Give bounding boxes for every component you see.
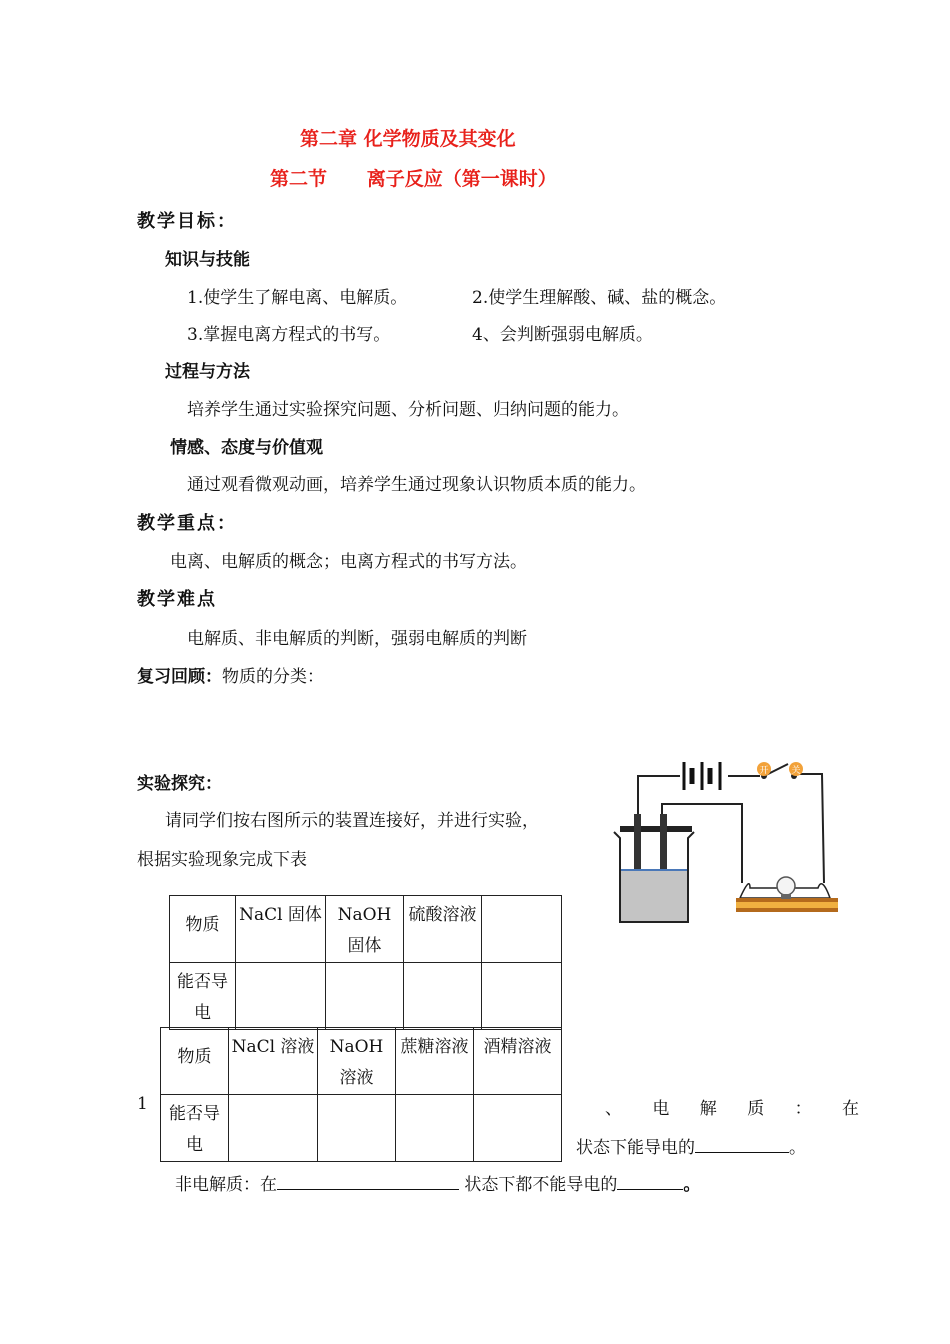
difficulties-heading: 教学难点 — [137, 589, 217, 610]
table1-header-cell — [482, 896, 562, 963]
emotion-text: 通过观看微观动画，培养学生通过现象认识物质本质的能力。 — [187, 475, 646, 495]
knowledge-item-2: 2.使学生理解酸、碱、盐的概念。 — [472, 288, 727, 308]
table2-header-label: 物质 — [161, 1028, 229, 1095]
table1-row-label: 能否导电 — [170, 963, 236, 1030]
nonelectrolyte-period: 。 — [683, 1175, 701, 1195]
process-text: 培养学生通过实验探究问题、分析问题、归纳问题的能力。 — [187, 400, 629, 420]
section-title: 第二节 离子反应（第一课时） — [270, 168, 557, 190]
table1-header-cell: NaOH 固体 — [326, 896, 404, 963]
table1-header-cell: NaCl 固体 — [236, 896, 326, 963]
table2-answer-cell[interactable] — [229, 1095, 318, 1162]
difficulties-text: 电解质、非电解质的判断，强弱电解质的判断 — [187, 629, 527, 649]
key-points-text: 电离、电解质的概念；电离方程式的书写方法。 — [170, 552, 527, 572]
battery-icon — [684, 762, 720, 790]
table2-header-cell: 酒精溶液 — [474, 1028, 562, 1095]
knowledge-item-1: 1.使学生了解电离、电解质。 — [187, 288, 408, 308]
switch-icon — [757, 762, 803, 779]
table1-answer-cell[interactable] — [236, 963, 326, 1030]
conductivity-table-2 — [160, 1027, 562, 1162]
table1-answer-cell[interactable] — [482, 963, 562, 1030]
emotion-heading: 情感、态度与价值观 — [170, 438, 323, 458]
table2-answer-cell[interactable] — [396, 1095, 474, 1162]
experiment-line-1: 请同学们按右图所示的装置连接好，并进行实验， — [165, 811, 539, 831]
table2-header-cell: NaCl 溶液 — [229, 1028, 318, 1095]
table1-answer-cell[interactable] — [404, 963, 482, 1030]
review-heading: 复习回顾： — [137, 667, 222, 687]
electrolyte-definition-head: 、 电 解 质 ： 在 — [605, 1099, 859, 1119]
nonelectrolyte-blank-2[interactable] — [617, 1173, 683, 1190]
key-points-heading: 教学重点： — [137, 513, 237, 534]
conductivity-table-1 — [169, 895, 562, 1030]
nonelectrolyte-text-a: 非电解质：在 — [175, 1175, 277, 1195]
nonelectrolyte-definition — [175, 1170, 700, 1195]
table1-header-label: 物质 — [170, 896, 236, 963]
table1-answer-cell[interactable] — [326, 963, 404, 1030]
electrolyte-period: 。 — [789, 1138, 806, 1158]
electrolyte-blank[interactable] — [695, 1136, 789, 1153]
table1-header-cell: 硫酸溶液 — [404, 896, 482, 963]
knowledge-item-3: 3.掌握电离方程式的书写。 — [187, 325, 391, 345]
chapter-title: 第二章 化学物质及其变化 — [300, 128, 516, 150]
process-heading: 过程与方法 — [165, 362, 250, 382]
switch-label-2: 关 — [791, 766, 801, 776]
nonelectrolyte-text-b: 状态下都不能导电的 — [464, 1175, 618, 1195]
knowledge-item-4: 4、会判断强弱电解质。 — [472, 325, 653, 345]
table2-answer-cell[interactable] — [474, 1095, 562, 1162]
table2-header-cell: 蔗糖溶液 — [396, 1028, 474, 1095]
electrolyte-tail-text: 状态下能导电的 — [576, 1138, 695, 1158]
table2-answer-cell[interactable] — [318, 1095, 396, 1162]
objectives-heading: 教学目标： — [137, 211, 237, 232]
switch-label-1: 开 — [759, 766, 769, 776]
beaker-icon — [614, 832, 694, 922]
experiment-heading: 实验探究： — [137, 774, 222, 794]
electrolyte-definition-tail — [576, 1133, 806, 1158]
table2-row-label: 能否导电 — [161, 1095, 229, 1162]
conductivity-apparatus-illustration — [600, 748, 845, 930]
light-bulb-icon — [736, 877, 838, 912]
table2-header-cell: NaOH 溶液 — [318, 1028, 396, 1095]
knowledge-heading: 知识与技能 — [165, 250, 250, 270]
definition-number: 1 — [137, 1094, 148, 1114]
review-text: 物质的分类： — [222, 667, 324, 687]
experiment-line-2: 根据实验现象完成下表 — [137, 850, 307, 870]
review-line — [137, 662, 324, 687]
nonelectrolyte-blank-1[interactable] — [277, 1173, 459, 1190]
